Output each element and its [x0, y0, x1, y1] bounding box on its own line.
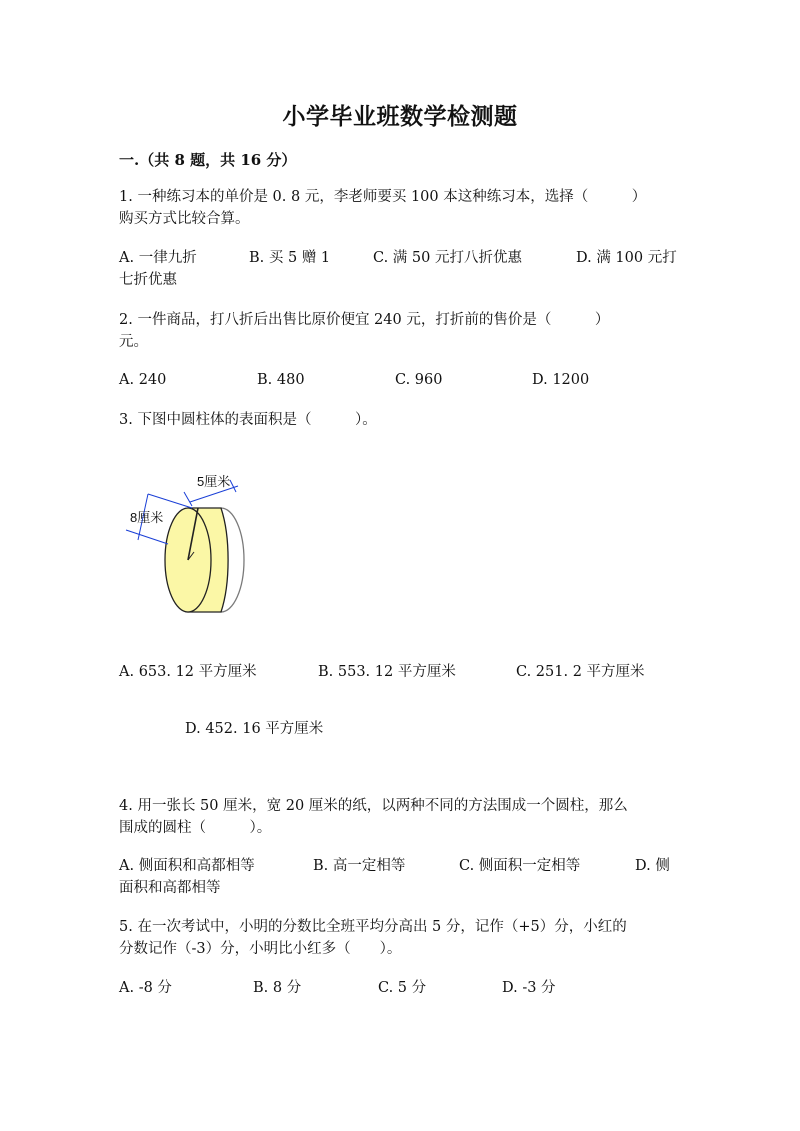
page-title: 小学毕业班数学检测题 [282, 103, 518, 130]
option-d[interactable]: D. 452. 16 平方厘米 [185, 721, 324, 737]
option-b[interactable]: B. 高一定相等 [313, 858, 406, 874]
question-1-line-2: 购买方式比较合算。 [119, 211, 250, 227]
option-a[interactable]: A. 一律九折 [119, 250, 197, 266]
option-b[interactable]: B. 480 [257, 372, 305, 388]
question-2-line-2: 元。 [119, 334, 148, 350]
option-c[interactable]: C. 960 [395, 372, 443, 388]
option-c[interactable]: C. 5 分 [378, 980, 427, 996]
option-d[interactable]: D. 1200 [532, 372, 590, 388]
question-1-line-1: 1. 一种练习本的单价是 0. 8 元，李老师要买 100 本这种练习本，选择（ ） [119, 189, 647, 205]
option-d[interactable]: D. 侧 [635, 858, 670, 874]
option-c[interactable]: C. 侧面积一定相等 [459, 858, 581, 874]
option-d[interactable]: D. 满 100 元打 [576, 250, 677, 266]
radius-label: 5厘米 [197, 474, 231, 489]
question-4-line-2: 围成的圆柱（ ）。 [119, 820, 272, 836]
height-label: 8厘米 [130, 510, 164, 525]
option-d[interactable]: D. -3 分 [502, 980, 556, 996]
option-b[interactable]: B. 8 分 [253, 980, 302, 996]
option-d-continued: 七折优惠 [119, 272, 177, 288]
question-5-line-1: 5. 在一次考试中，小明的分数比全班平均分高出 5 分，记作（+5）分，小红的 [119, 919, 627, 935]
option-a[interactable]: A. -8 分 [119, 980, 172, 996]
question-3-line-1: 3. 下图中圆柱体的表面积是（ ）。 [119, 412, 377, 428]
cylinder-body [165, 508, 244, 612]
question-5-line-2: 分数记作（-3）分，小明比小红多（ ）。 [119, 941, 402, 957]
option-b[interactable]: B. 553. 12 平方厘米 [318, 664, 456, 680]
question-4-line-1: 4. 用一张长 50 厘米，宽 20 厘米的纸，以两种不同的方法围成一个圆柱，那么 [119, 798, 628, 814]
option-c[interactable]: C. 满 50 元打八折优惠 [373, 250, 522, 266]
option-b[interactable]: B. 买 5 赠 1 [249, 250, 331, 266]
option-a[interactable]: A. 240 [119, 372, 167, 388]
section-heading: 一.（共 8 题，共 16 分） [119, 151, 297, 169]
radius-dimension [184, 474, 238, 506]
option-a[interactable]: A. 侧面积和高都相等 [119, 858, 255, 874]
option-a[interactable]: A. 653. 12 平方厘米 [119, 664, 257, 680]
option-c[interactable]: C. 251. 2 平方厘米 [516, 664, 645, 680]
option-d-continued: 面积和高都相等 [119, 880, 221, 896]
cylinder-diagram [120, 468, 260, 618]
question-2-line-1: 2. 一件商品，打八折后出售比原价便宜 240 元，打折前的售价是（ ） [119, 312, 610, 328]
